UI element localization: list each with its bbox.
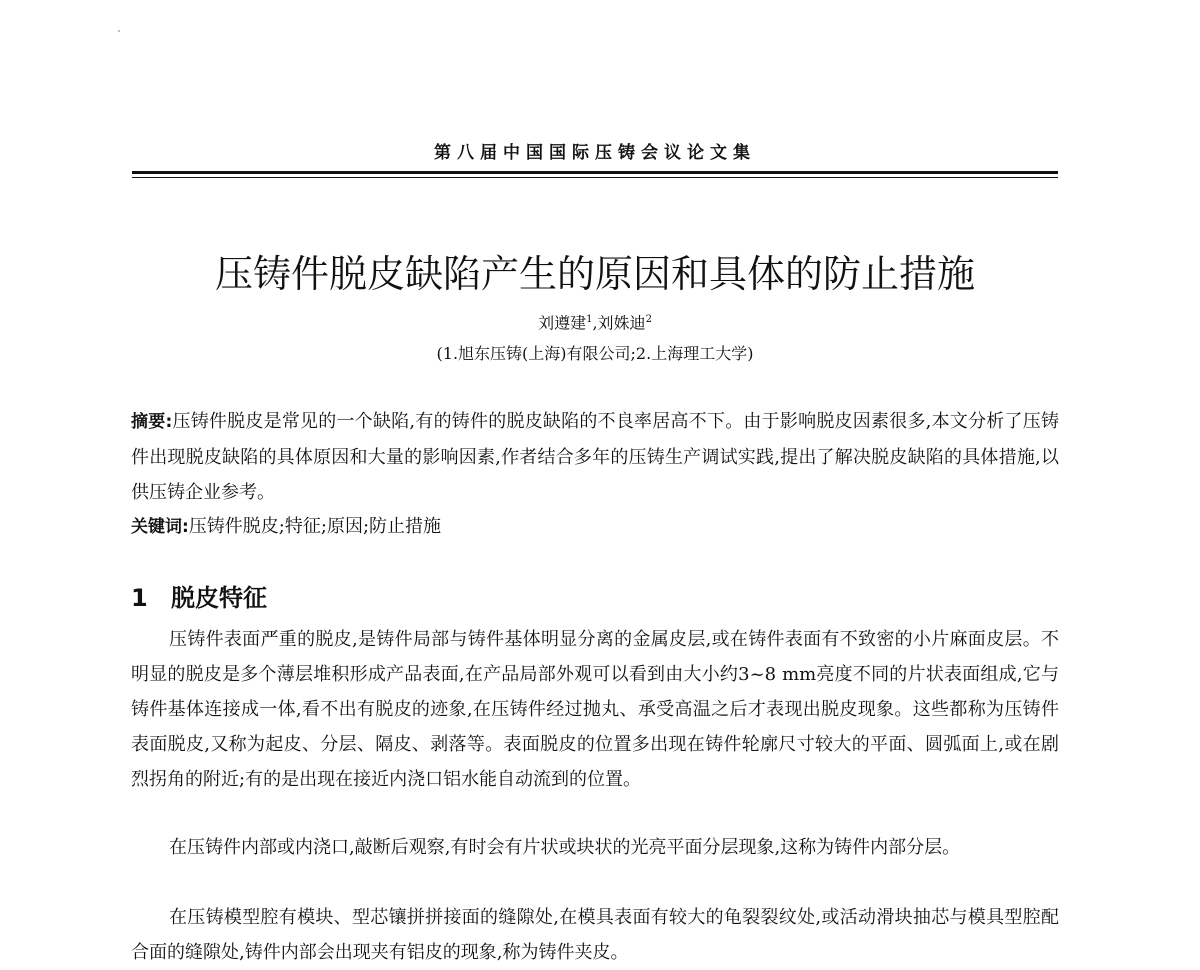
running-header: 第八届中国国际压铸会议论文集 [434, 143, 756, 163]
body-paragraph: 在压铸模型腔有模块、型芯镶拼拼接面的缝隙处,在模具表面有较大的龟裂裂纹处,或活动滑块抽芯与模具型腔配合面的缝隙处,铸件内部会出现夹有铝皮的现象,称为铸件夹皮。 [131, 907, 1059, 963]
paper-title: 压铸件脱皮缺陷产生的原因和具体的防止措施 [214, 252, 975, 296]
section-heading [131, 578, 731, 618]
keywords [131, 509, 1059, 545]
author-affiliation-mark: 2 [645, 314, 652, 325]
section-number: 1 [131, 584, 148, 612]
author-separator: , [592, 313, 598, 333]
abstract-text: 压铸件脱皮是常见的一个缺陷,有的铸件的脱皮缺陷的不良率居高不下。由于影响脱皮因素很多,本文分析了压铸件出现脱皮缺陷的具体原因和大量的影响因素,作者结合多年的压铸生产调试实践,提出了解决脱皮缺陷的具体措施,以供压铸企业参考。 [131, 411, 1059, 503]
section-title: 脱皮特征 [171, 584, 267, 612]
header-rule-thick [132, 171, 1058, 174]
body-paragraph: 压铸件表面严重的脱皮,是铸件局部与铸件基体明显分离的金属皮层,或在铸件表面有不致密的小片麻面皮层。不明显的脱皮是多个薄层堆积形成产品表面,在产品局部外观可以看到由大小约3~8 mm亮度不同的片状表面组成,它与铸件基体连接成一体,看不出有脱皮的迹象,在压铸件经过抛丸、承受高温之后才表现出脱皮现象。这些都称为压铸件表面脱皮,又称为起皮、分层、隔皮、剥落等。表面脱皮的位置多出现在铸件轮廓尺寸较大的平面、圆弧面上,或在剧烈拐角的附近;有的是出现在接近内浇口铝水能自动流到的位置。 [131, 629, 1059, 790]
scan-speck [118, 30, 120, 32]
author-affiliation-mark: 1 [586, 314, 593, 325]
author-name: 刘遵建 [538, 313, 587, 333]
author-name: 刘姝迪 [597, 313, 646, 333]
keywords-label: 关键词: [131, 517, 189, 537]
abstract-label: 摘要: [131, 412, 173, 432]
affiliations: (1.旭东压铸(上海)有限公司;2.上海理工大学) [436, 344, 754, 363]
body-paragraph: 在压铸件内部或内浇口,敲断后观察,有时会有片状或块状的光亮平面分层现象,这称为铸件内部分层。 [169, 837, 961, 858]
abstract [131, 404, 1059, 510]
header-rule-thin [132, 177, 1058, 178]
keywords-text: 压铸件脱皮;特征;原因;防止措施 [188, 516, 442, 537]
author-line [132, 308, 1058, 335]
